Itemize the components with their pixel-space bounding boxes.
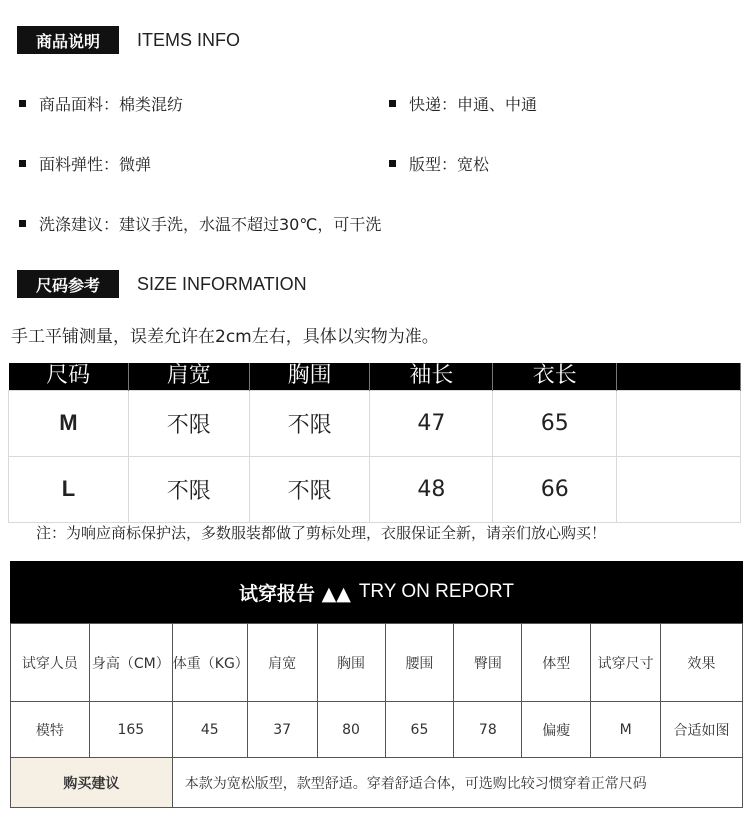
info-fabric [19, 92, 183, 115]
size-info-title: SIZE INFORMATION [137, 273, 307, 294]
report-header-row [11, 624, 743, 702]
advice-row [11, 758, 743, 808]
info-elasticity-text: 面料弹性：微弹 [39, 155, 152, 174]
report-cell: 165 [89, 702, 172, 758]
report-cell: 78 [454, 702, 522, 758]
info-elasticity [19, 152, 151, 175]
size-cell: 不限 [249, 456, 370, 522]
size-cell: 47 [370, 390, 493, 456]
report-header-cell: 肩宽 [247, 624, 317, 702]
size-header-cell: 尺码 [9, 363, 129, 390]
report-header-cell: 胸围 [317, 624, 385, 702]
report-title-cn: 试穿报告 ▲▲ [238, 582, 351, 605]
bullet-icon [389, 100, 396, 107]
measure-note: 手工平铺测量，误差允许在2cm左右，具体以实物为准。 [11, 327, 439, 347]
report-header-cell: 身高（CM） [89, 624, 172, 702]
advice-label: 购买建议 [11, 758, 173, 808]
report-cell: 80 [317, 702, 385, 758]
size-info-header [17, 270, 307, 298]
size-cell: 66 [493, 456, 617, 522]
info-shipping [389, 92, 537, 115]
report-title [10, 561, 743, 623]
items-info-tag: 商品说明 [17, 26, 119, 54]
trademark-note: 注：为响应商标保护法，多数服装都做了剪标处理，衣服保证全新，请亲们放心购买！ [36, 524, 607, 542]
size-cell: 48 [370, 456, 493, 522]
size-cell: 65 [493, 390, 617, 456]
report-cell: 37 [247, 702, 317, 758]
bullet-icon [19, 100, 26, 107]
report-header-cell: 效果 [661, 624, 743, 702]
size-header-cell: 衣长 [493, 363, 617, 390]
report-cell: 模特 [11, 702, 90, 758]
bullet-icon [389, 160, 396, 167]
report-cell: 合适如图 [661, 702, 743, 758]
report-title-en: TRY ON REPORT [358, 581, 515, 602]
info-washing-text: 洗涤建议：建议手洗，水温不超过30℃，可干洗 [39, 215, 382, 234]
report-header-cell: 臀围 [454, 624, 522, 702]
info-shipping-text: 快递：申通、中通 [409, 95, 538, 114]
info-washing [19, 212, 381, 235]
table-row [11, 702, 743, 758]
size-table [8, 363, 741, 523]
items-info-header [17, 26, 240, 54]
info-fabric-text: 商品面料：棉类混纺 [39, 95, 184, 114]
report-header-cell: 腰围 [385, 624, 454, 702]
report-cell: 65 [385, 702, 454, 758]
size-cell [617, 456, 741, 522]
size-cell: L [9, 456, 129, 522]
size-cell: 不限 [128, 456, 249, 522]
bullet-icon [19, 220, 26, 227]
info-fit-text: 版型：宽松 [409, 155, 490, 174]
report-header-cell: 体重（KG） [172, 624, 247, 702]
advice-text: 本款为宽松版型，款型舒适。穿着舒适合体，可选购比较习惯穿着正常尺码 [172, 758, 742, 808]
table-row [9, 390, 741, 456]
report-header-cell: 试穿人员 [11, 624, 90, 702]
try-on-report [10, 561, 743, 808]
size-cell: M [9, 390, 129, 456]
items-info-title: ITEMS INFO [137, 29, 240, 50]
report-header-cell: 试穿尺寸 [591, 624, 661, 702]
size-cell [617, 390, 741, 456]
size-header-cell: 胸围 [249, 363, 370, 390]
report-cell: 45 [172, 702, 247, 758]
report-header-cell: 体型 [522, 624, 591, 702]
report-cell: 偏瘦 [522, 702, 591, 758]
size-table-header [9, 363, 741, 390]
size-cell: 不限 [128, 390, 249, 456]
size-header-cell: 肩宽 [128, 363, 249, 390]
size-cell: 不限 [249, 390, 370, 456]
info-fit [389, 152, 489, 175]
bullet-icon [19, 160, 26, 167]
size-info-tag: 尺码参考 [17, 270, 119, 298]
size-header-cell: 袖长 [370, 363, 493, 390]
size-header-cell [617, 363, 741, 390]
table-row [9, 456, 741, 522]
report-cell: M [591, 702, 661, 758]
report-table [10, 623, 743, 808]
